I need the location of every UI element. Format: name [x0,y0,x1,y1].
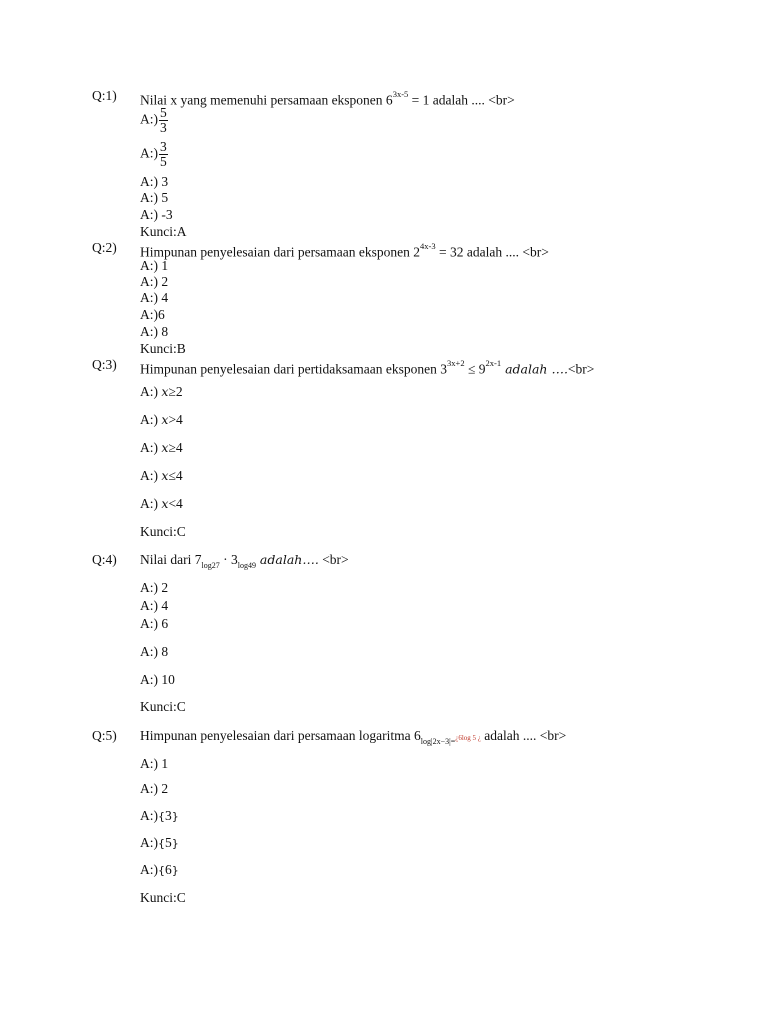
question-number: Q:4) [92,552,117,567]
answer-key: Kunci:C [140,524,186,539]
option: A:) 3 [140,174,169,189]
option: A:) 2 [140,781,169,796]
answer-key: Kunci:C [140,890,186,905]
option-set: A:){6} [140,862,179,877]
fraction: $\frac{5}{3}$ [160,105,167,135]
answer-key: Kunci:C [140,699,186,714]
fraction: $\frac{3}{5}$ [160,139,167,169]
option: A:) x≤4 [140,468,183,483]
option: A:) x<4 [140,496,183,511]
question-4 [0,550,768,570]
question-3 [0,355,768,375]
option: A:) -3 [140,207,173,222]
option: A:) 4 [140,290,169,305]
question-5 [0,726,768,746]
question-text: Nilai x yang memenuhi persamaan eksponen $6^{3x-5} = 1$ adalah .... <br> [140,89,515,108]
answer-key: Kunci:A [140,224,187,239]
option: A:) x>4 [140,412,183,427]
option: A:) 8 [140,324,169,339]
option: A:) x≥2 [140,384,183,399]
question-number: Q:3) [92,357,117,372]
option: A:) 2 [140,580,169,595]
question-1 [0,86,768,106]
option: A:) 2 [140,274,169,289]
question-text: Himpunan penyelesaian dari persamaan eksponen $2^{4x-3} = 32$ adalah .... <br> [140,241,549,260]
option-set: A:){5} [140,835,179,850]
question-number: Q:1) [92,88,117,103]
option: A:) 10 [140,672,175,687]
option-fraction: A:) $\frac{5}{3}$ [140,105,167,135]
question-number: Q:5) [92,728,117,743]
exponent: 3x-5 [392,89,409,99]
question-text: Himpunan penyelesaian dari pertidaksamaan eksponen $3^{3x+2} \le 9^{2x-1}$ adalah ….<br> [140,358,595,377]
exponent: 4x-3 [420,241,436,251]
option: A:) 1 [140,258,169,273]
question-number: Q:2) [92,240,117,255]
option: A:) 6 [140,616,169,631]
question-2 [0,238,768,258]
option: A:) 5 [140,190,169,205]
question-text: Nilai dari $7_{log27} \cdot 3_{log49}$ adalah…. <br> [140,552,349,570]
option: A:) x≥4 [140,440,183,455]
option: A:) 1 [140,756,169,771]
option: A:)6 [140,307,165,322]
option: A:) 4 [140,598,169,613]
option-set: A:){3} [140,808,179,823]
answer-key: Kunci:B [140,341,186,356]
option: A:) 8 [140,644,169,659]
question-text: Himpunan penyelesaian dari persamaan logaritma $6_{log|2x-3|=}¿6\log$ 5 ¿ adalah .... <br> [140,728,567,746]
option-fraction: A:) $\frac{3}{5}$ [140,139,167,169]
